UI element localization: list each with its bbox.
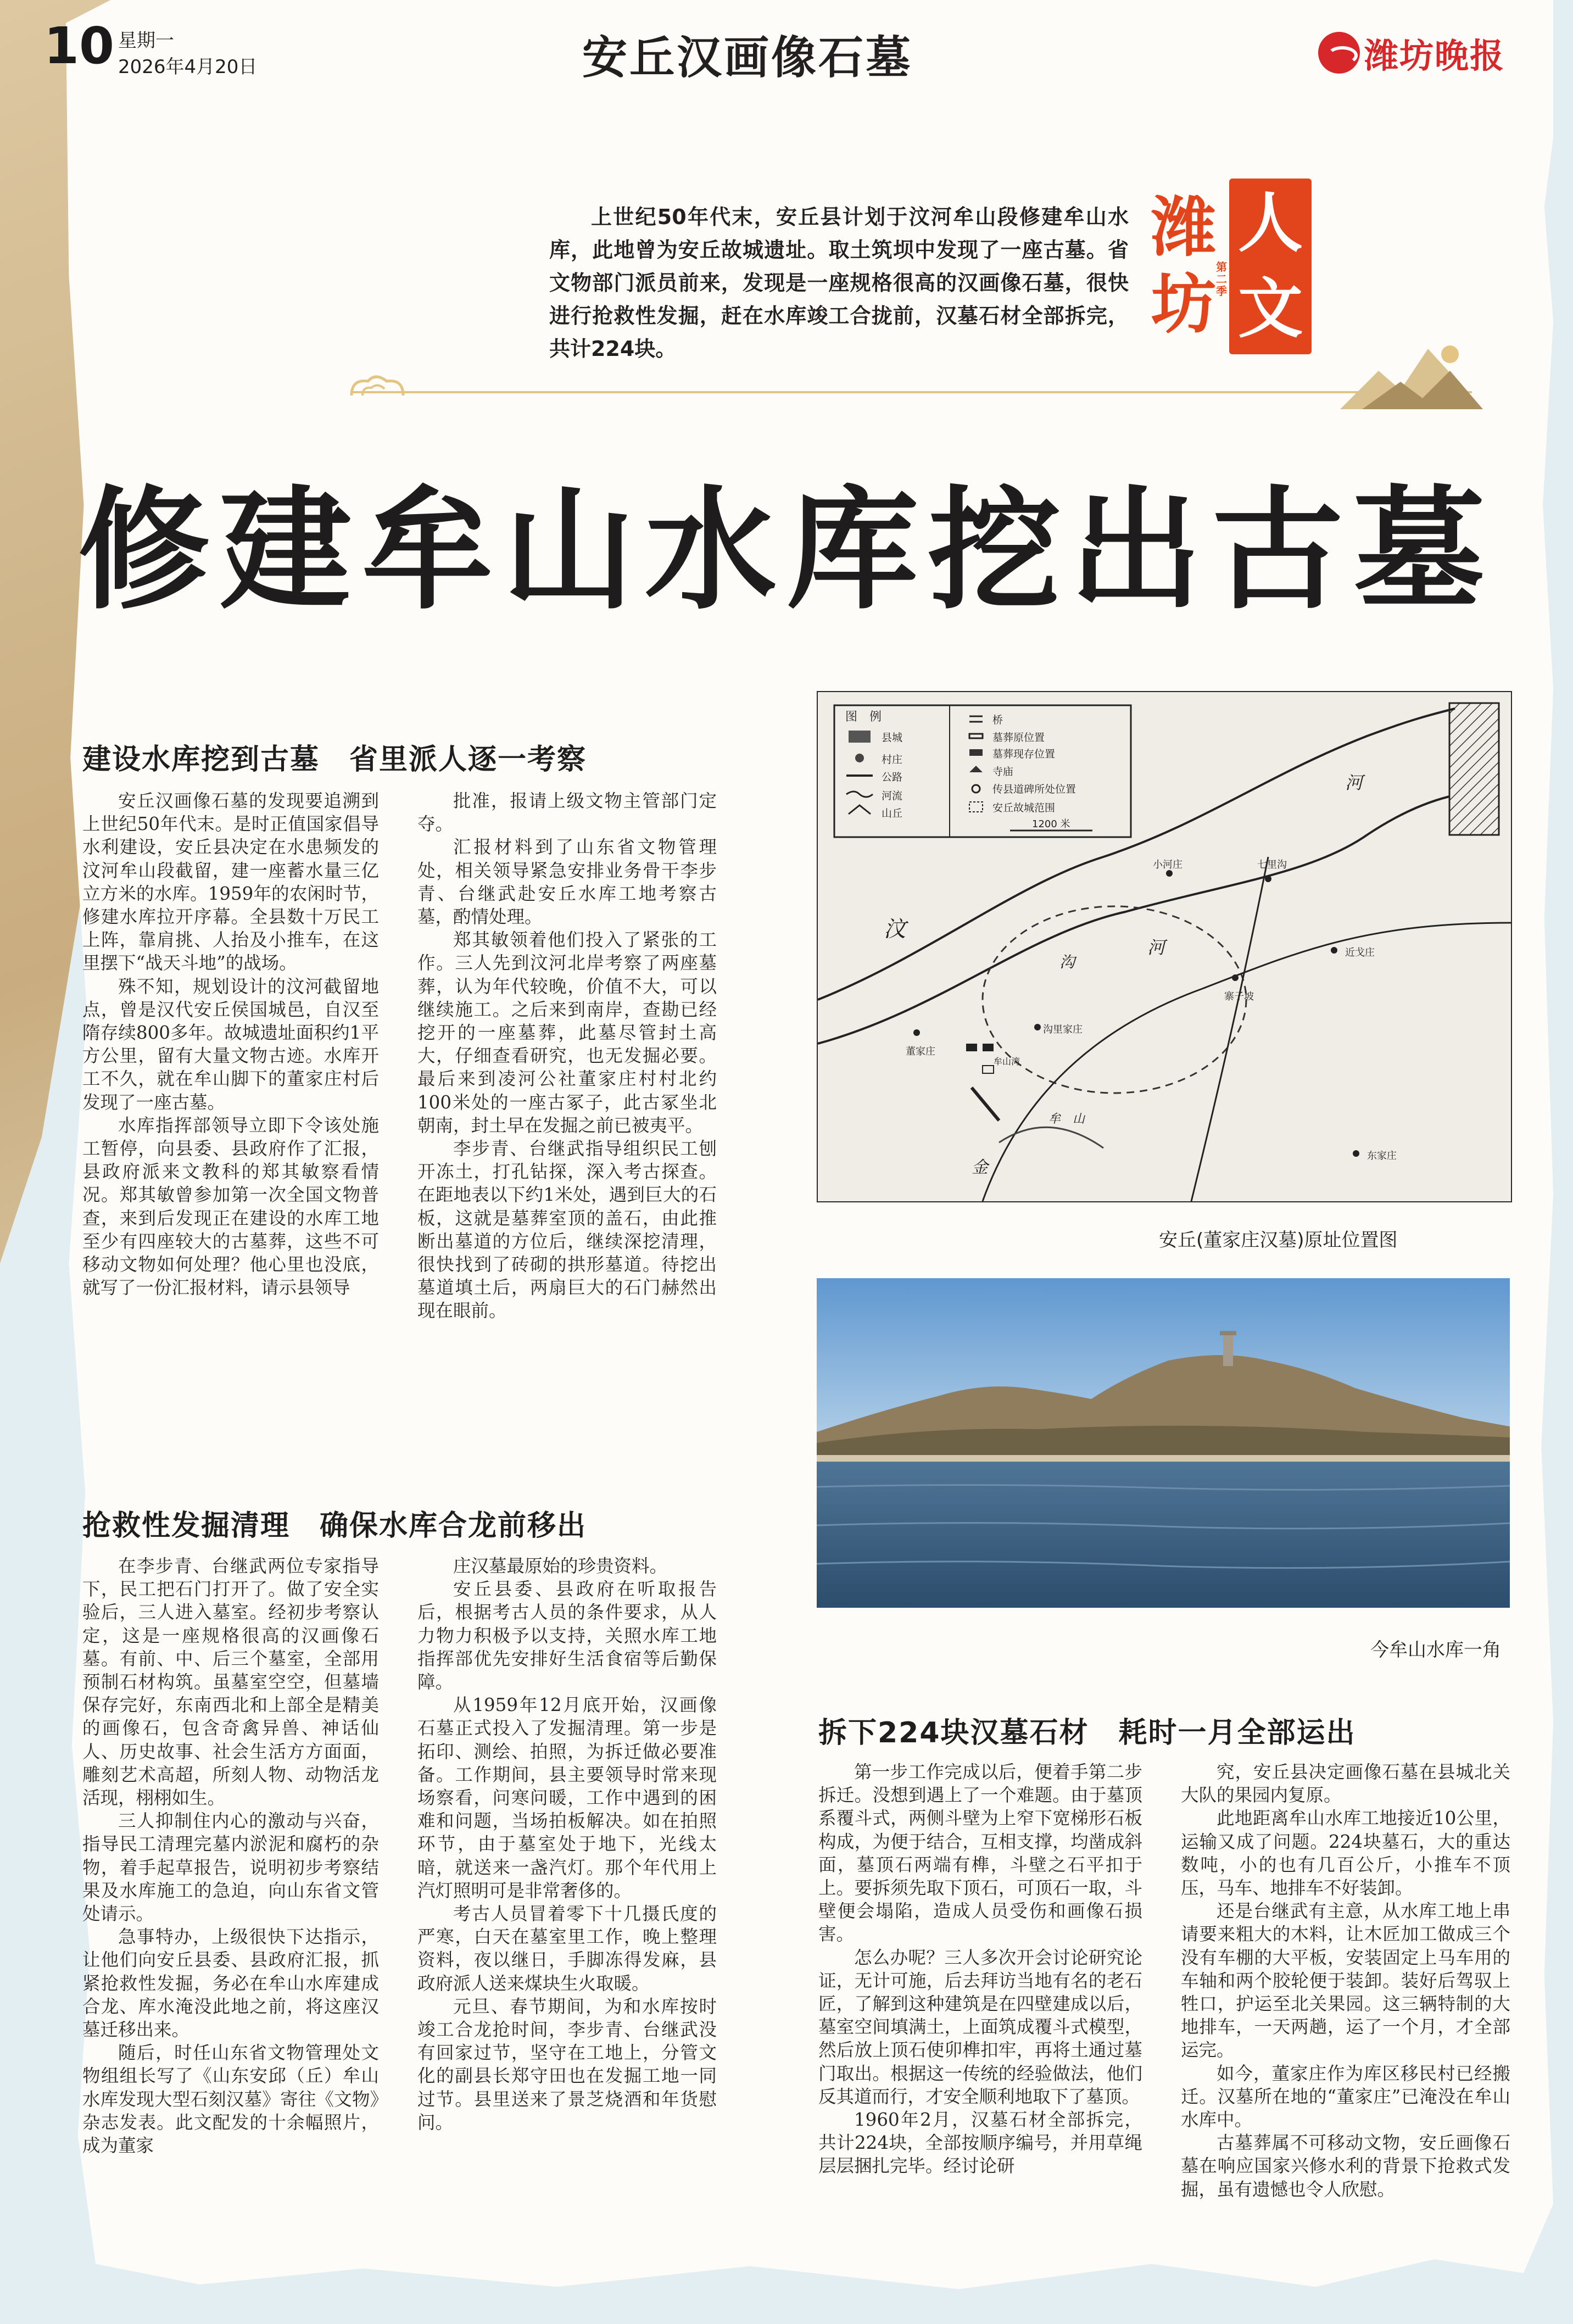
- legend-item: 安丘故城范围: [992, 802, 1056, 814]
- paragraph: 安丘汉画像石墓的发现要追溯到上世纪50年代末。是时正值国家倡导水利建设，安丘县决定在水患频发的汶河牟山段截留，建一座蓄水量三亿立方米的水库。1959年的农闲时节，修建水库拉开序幕。全县数十万民工上阵，靠肩挑、人抬及小推车，在这里摆下“战天斗地”的战场。: [82, 790, 379, 974]
- paragraph: 汇报材料到了山东省文物管理处，相关领导紧急安排业务骨干李步青、台继武赴安丘水库工地考察古墓，酌情处理。: [417, 837, 717, 928]
- body-column-3: [82, 1554, 379, 2157]
- paragraph: 从1959年12月底开始，汉画像石墓正式投入了发掘清理。第一步是拓印、测绘、拍照，为拆迁做必要准备。工作期间，县主要领导时常来现场察看，问寒问暖，工作中遇到的困难和问题，当场拍板解决。如在拍照环节，由于墓室处于地下，光线太暗，就送来一盏汽灯。那个年代用上汽灯照明可是非常奢侈的。: [417, 1695, 717, 1901]
- section-title: 安丘汉画像石墓: [582, 32, 913, 84]
- cloud-ornament-icon: [346, 374, 412, 406]
- legend-item: 寺庙: [992, 766, 1014, 778]
- legend-item: 墓葬现存位置: [992, 748, 1056, 760]
- map-legend-title: 图 例: [845, 710, 882, 724]
- paragraph: 1960年2月，汉墓石材全部拆完，共计224块，全部按顺序编号，并用草绳层层捆扎完毕。经讨论研: [818, 2109, 1142, 2177]
- seal-char: 人: [1238, 185, 1303, 261]
- body-column-1: [82, 789, 379, 1299]
- map-label: 七里沟: [1257, 859, 1287, 871]
- legend-item: 墓葬原位置: [992, 732, 1045, 744]
- map-label: 东家庄: [1367, 1150, 1397, 1162]
- reservoir-photo: [817, 1278, 1510, 1608]
- paragraph: 古墓葬属不可移动文物，安丘画像石墓在响应国家兴修水利的背景下抢救式发掘，虽有遗憾也令人欣慰。: [1181, 2132, 1510, 2200]
- paragraph: 批准，报请上级文物主管部门定夺。: [417, 790, 717, 835]
- map-label: 河: [1147, 937, 1165, 958]
- map-label: 汶: [884, 917, 906, 942]
- legend-item: 公路: [882, 771, 903, 783]
- paragraph: 殊不知，规划设计的汶河截留地点，曾是汉代安丘侯国城邑，自汉至隋存续800多年。故城遗址面积约1平方公里，留有大量文物古迹。水库开工不久，就在牟山脚下的董家庄村后发现了一座古墓。: [82, 976, 379, 1113]
- seal-char: 坊: [1151, 266, 1217, 342]
- subhead-1: 建设水库挖到古墓 省里派人逐一考察: [82, 743, 587, 776]
- paragraph: 水库指挥部领导立即下令该处施工暂停，向县委、县政府作了汇报，县政府派来文教科的郑其敏察看情况。郑其敏曾参加第一次全国文物普查，来到后发现正在建设的水库工地至少有四座较大的古墓葬，这些不可移动文物如何处理？他心里也没底，就写了一份汇报材料，请示县领导: [82, 1114, 379, 1298]
- logo-text: 潍坊晚报: [1364, 35, 1505, 76]
- paragraph: 在李步青、台继武两位专家指导下，民工把石门打开了。做了安全实验后，三人进入墓室。经初步考察认定，这是一座规格很高的汉画像石墓。有前、中、后三个墓室，全部用预制石材构筑。虽墓室空空，但墓墙保存完好，东南西北和上部全是精美的画像石，包含奇禽异兽、神话仙人、历史故事、社会生活方方面面，雕刻艺术高超，所刻人物、动物活龙活现，栩栩如生。: [82, 1556, 379, 1809]
- mountain-ornament-icon: [1340, 338, 1483, 415]
- map-label: 沟里家庄: [1043, 1024, 1083, 1035]
- paragraph: 急事特办，上级很快下达指示，让他们向安丘县委、县政府汇报，抓紧抢救性发掘，务必在牟山水库建成合龙、库水淹没此地之前，将这座汉墓迁移出来。: [82, 1926, 379, 2041]
- paragraph: 此地距离牟山水库工地接近10公里，运输又成了问题。224块墓石，大的重达数吨，小的也有几百公斤，小推车不顶压，马车、地排车不好装卸。: [1181, 1808, 1510, 1899]
- map-label: 牟山湾: [994, 1056, 1020, 1067]
- seal-char: 潍: [1151, 190, 1217, 265]
- map-label: 沟: [1059, 953, 1075, 971]
- decorative-rule: [352, 391, 1472, 393]
- paragraph: 三人抑制住内心的激动与兴奋，指导民工清理完墓内淤泥和腐朽的杂物，着手起草报告，说明初步考察结果及水库施工的急迫，向山东省文管处请示。: [82, 1810, 379, 1925]
- map-label: 寨子坡: [1224, 991, 1254, 1002]
- paragraph: 庄汉墓最原始的珍贵资料。: [453, 1556, 668, 1576]
- map-caption: 安丘(董家庄汉墓)原址位置图: [1159, 1229, 1398, 1251]
- paragraph: 元旦、春节期间，为和水库按时竣工合龙抢时间，李步青、台继武没有回家过节，坚守在工地上，分管文化的副县长郑守田也在发掘工地一同过节。县里送来了景芝烧酒和年货慰问。: [417, 1996, 717, 2133]
- column-seal: [1148, 179, 1318, 360]
- site-location-map: [817, 691, 1512, 1202]
- paragraph: 究，安丘县决定画像石墓在县城北关大队的果园内复原。: [1181, 1762, 1510, 1806]
- seal-season-tag: 第二季: [1216, 260, 1227, 298]
- subhead-3: 拆下224块汉墓石材 耗时一月全部运出: [818, 1716, 1356, 1749]
- paragraph: 还是台继武有主意，从水库工地上串请要来粗大的木料，让木匠加工做成三个没有车棚的大平板，安装固定上马车用的车轴和两个胶轮便于装卸。装好后驾驭上牲口，护运至北关果园。这三辆特制的大地排车，一天两趟，运了一个月，才全部运完。: [1181, 1901, 1510, 2061]
- legend-item: 村庄: [882, 754, 903, 766]
- photo-caption: 今牟山水库一角: [1370, 1639, 1501, 1661]
- paragraph: 第一步工作完成以后，便着手第二步拆迁。没想到遇上了一个难题。由于墓顶系覆斗式，两侧斗壁为上窄下宽梯形石板构成，为便于结合，互相支撑，均凿成斜面，墓顶石两端有榫，斗壁之石平扣于上。要拆须先取下顶石，可顶石一取，斗壁便会塌陷，造成人员受伤和画像石损害。: [818, 1762, 1142, 1945]
- map-label: 金: [972, 1158, 988, 1177]
- logo-icon: [1318, 32, 1360, 74]
- body-column-2: [417, 789, 717, 1323]
- legend-item: 桥: [992, 714, 1003, 726]
- paragraph: 李步青、台继武指导组织民工刨开冻土，打孔钻探，深入考古探查。在距地表以下约1米处，遇到巨大的石板，这就是墓葬室顶的盖石，由此推断出墓道的方位后，继续深挖清理，很快找到了砖砌的拱形墓道。待挖出墓道填土后，两扇巨大的石门赫然出现在眼前。: [417, 1138, 717, 1322]
- paragraph: 考古人员冒着零下十几摄氏度的严寒，白天在墓室里工作，晚上整理资料，夜以继日，手脚冻得发麻，县政府派人送来煤块生火取暖。: [417, 1903, 717, 1994]
- map-scale: 1200 米: [1032, 818, 1070, 830]
- main-headline: 修建牟山水库挖出古墓: [77, 473, 1495, 627]
- map-label: 近戈庄: [1345, 947, 1375, 958]
- intro-lead: 上世纪50年代末，安丘县计划于汶河牟山段修建牟山水库，此地曾为安丘故城遗址。取土筑坝中发现了一座古墓。省文物部门派员前来，发现是一座规格很高的汉画像石墓，很快进行抢救性发掘，赶在水库竣工合拢前，汉墓石材全部拆完，共计224块。: [549, 205, 1129, 361]
- body-column-4: [417, 1554, 717, 2134]
- page-number: 10: [44, 16, 115, 75]
- subhead-2: 抢救性发掘清理 确保水库合龙前移出: [82, 1509, 587, 1542]
- paragraph: 怎么办呢？三人多次开会讨论研究论证，无计可施，后去拜访当地有名的老石匠，了解到这种建筑是在四壁建成以后，墓室空间填满土，上面筑成覆斗式模型，然后放上顶石使卯榫扣牢，再将土通过墓门取出。根据这一传统的经验做法，他们反其道而行，才安全顺利地取下了墓顶。: [818, 1947, 1142, 2107]
- map-label: 河: [1345, 772, 1363, 793]
- weekday: 星期一: [118, 30, 174, 52]
- legend-item: 山丘: [882, 807, 903, 820]
- paragraph: 郑其敏领着他们投入了紧张的工作。三人先到汶河北岸考察了两座墓葬，认为年代较晚，价值不大，可以继续施工。之后来到南岸，查勘已经挖开的一座墓葬，此墓尽管封土高大，仔细查看研究，也无发掘必要。最后来到凌河公社董家庄村村北约100米处的一座古冢子，此古冢坐北朝南，封土早在发掘之前已被夷平。: [417, 929, 717, 1136]
- seal-char: 文: [1238, 271, 1303, 347]
- body-column-6: [1181, 1760, 1510, 2201]
- legend-item: 河流: [882, 790, 903, 802]
- reservoir-photo-drawing: [817, 1278, 1510, 1608]
- legend-item: 传县道碑所处位置: [992, 783, 1076, 795]
- map-label: 牟 山: [1048, 1112, 1085, 1126]
- issue-date: 2026年4月20日: [118, 56, 258, 78]
- map-label: 董家庄: [906, 1046, 935, 1057]
- newspaper-logo: [1318, 31, 1532, 75]
- paragraph: 随后，时任山东省文物管理处文物组组长写了《山东安邱（丘）牟山水库发现大型石刻汉墓》寄往《文物》杂志发表。此文配发的十余幅照片，成为董家: [82, 2042, 379, 2156]
- body-column-5: [818, 1760, 1142, 2178]
- paragraph: 安丘县委、县政府在听取报告后，根据考古人员的条件要求，从人力物力积极予以支持，关照水库工地指挥部优先安排好生活食宿等后勤保障。: [417, 1579, 717, 1693]
- legend-item: 县城: [882, 732, 903, 744]
- paragraph: 如今，董家庄作为库区移民村已经搬迁。汉墓所在地的“董家庄”已淹没在牟山水库中。: [1181, 2063, 1510, 2131]
- map-label: 小河庄: [1153, 859, 1182, 871]
